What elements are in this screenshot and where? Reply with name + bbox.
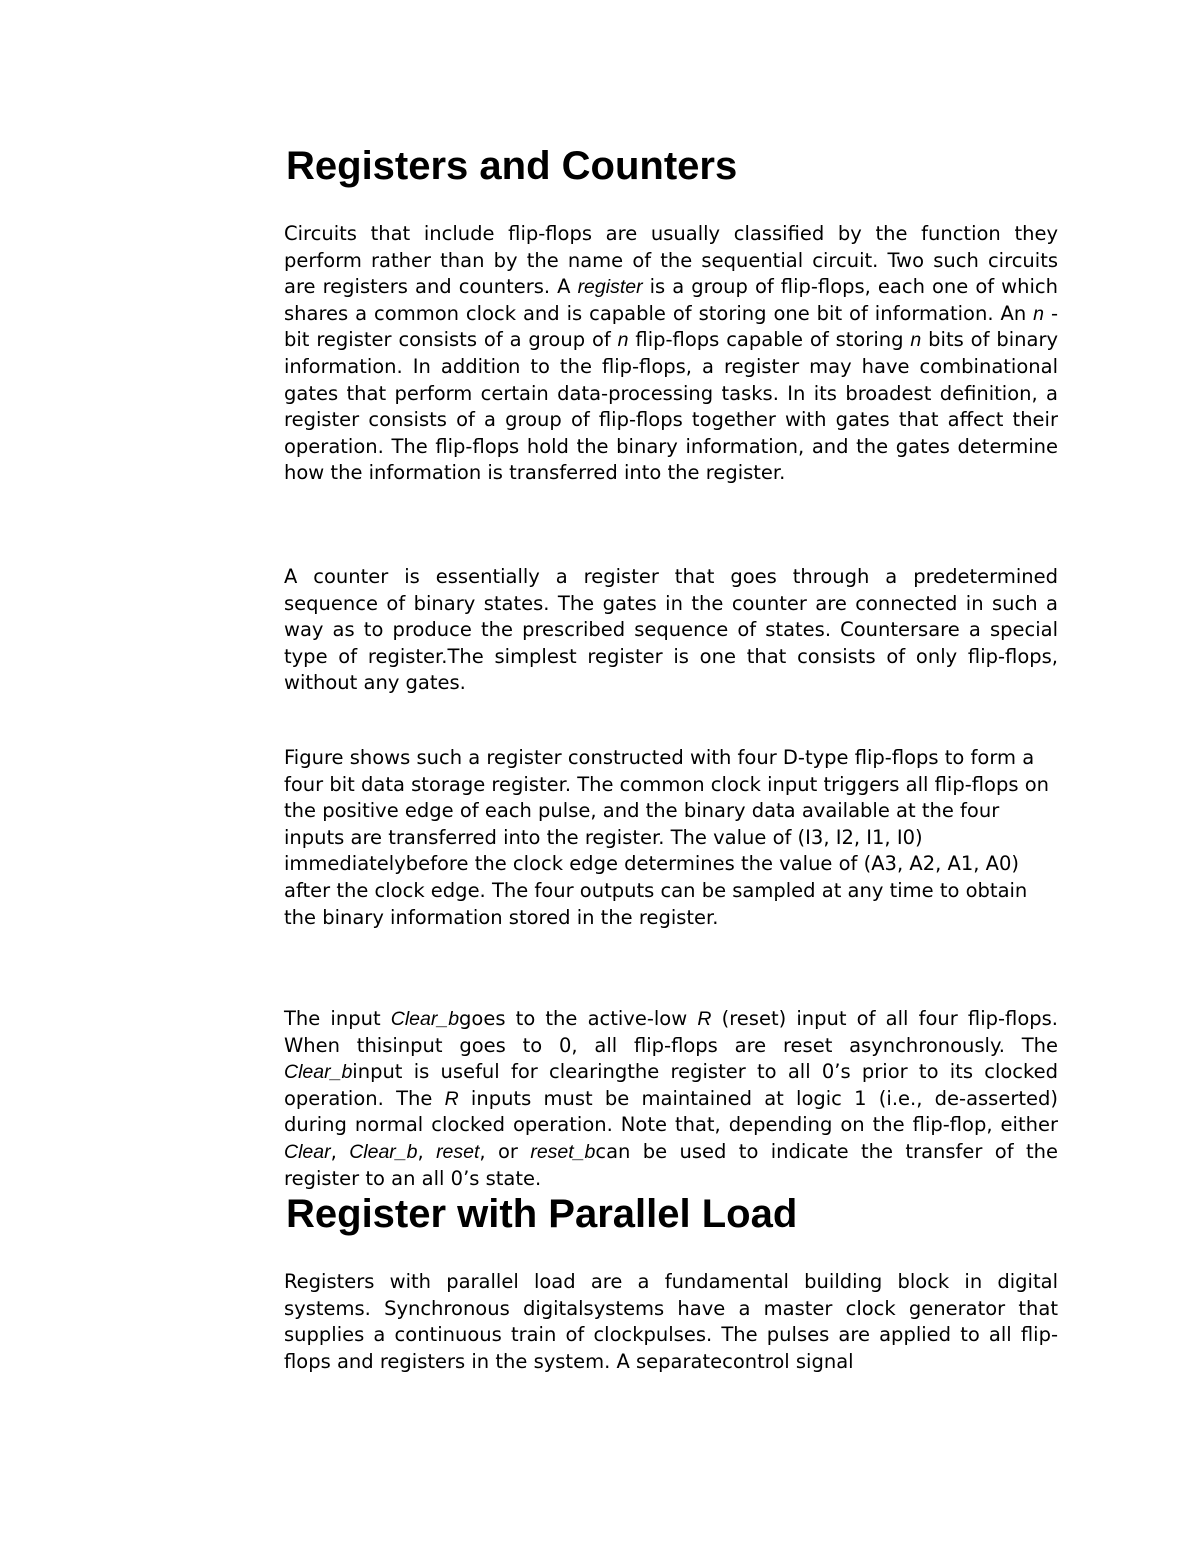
italic-term: register (577, 276, 643, 299)
italic-term: Clear_b (284, 1061, 353, 1084)
italic-term: Clear_b (349, 1140, 418, 1163)
italic-term: reset_b (530, 1140, 596, 1163)
italic-term: n (1033, 302, 1044, 325)
paragraph-parallel-load: Registers with parallel load are a fundamental building block in digital systems. Synchronous digitalsystems have a master clock generator that supplies a continuous train of clockpulses. The pulses are applied to all flip-flops and registers in the system. A separatecontrol signal (284, 1270, 1058, 1373)
italic-term: R (444, 1087, 459, 1110)
italic-term: reset (436, 1140, 480, 1163)
paragraph-register-definition: Circuits that include flip-flops are usually classified by the function they perform rather than by the name of the sequential circuit. Two such circuits are registers and counters. A register is a group of flip-flops, each one of which shares a common clock and is capable of storing one bit of information. An n -bit register consists of a group of n flip-flops capable of storing n bits of binary information. In addition to the flip-flops, a register may have combinational gates that perform certain data-processing tasks. In its broadest definition, a register consists of a group of flip-flops together with gates that affect their operation. The flip-flops hold the binary information, and the gates determine how the information is transferred into the register. (284, 222, 1059, 485)
italic-term: n (910, 329, 922, 352)
italic-term: R (697, 1008, 712, 1030)
paragraph-four-bit-register: Figure shows such a register constructed with four D-type flip-flops to form a four bit data storage register. The common clock input triggers all flip-flops on the positive edge of each pulse, and the binary data available at the four inputs are transferred into the register. The value of (I3, I2, I1, I0) immediatelybefore the clock edge determines the value of (A3, A2, A1, A0) after the clock edge. The four outputs can be sampled at any time to obtain the binary information stored in the register. (284, 746, 1049, 929)
italic-term: Clear (284, 1140, 331, 1163)
section-title-register-with-parallel-load: Register with Parallel Load (286, 1192, 798, 1236)
paragraph-clear-input: The input Clear_bgoes to the active-low R (reset) input of all four flip-flops. When thisinput goes to 0, all flip-flops are reset asynchronously. The Clear_binput is useful for clearingthe register to all 0’s prior to its clocked operation. The R inputs must be maintained at logic 1 (i.e., de-asserted) during normal clocked operation. Note that, depending on the flip-flop, either Clear, Clear_b, reset, or reset_bcan be used to indicate the transfer of the register to an all 0’s state. (284, 1007, 1058, 1190)
italic-term: n (617, 329, 629, 352)
paragraph-counter-definition: A counter is essentially a register that goes through a predetermined sequence of binary states. The gates in the counter are connected in such a way as to produce the prescribed sequence of states. Countersare a special type of register.The simplest register is one that consists of only flip-flops, without any gates. (284, 565, 1058, 695)
italic-term: Clear_b (390, 1008, 460, 1030)
section-title-registers-and-counters: Registers and Counters (286, 144, 738, 188)
